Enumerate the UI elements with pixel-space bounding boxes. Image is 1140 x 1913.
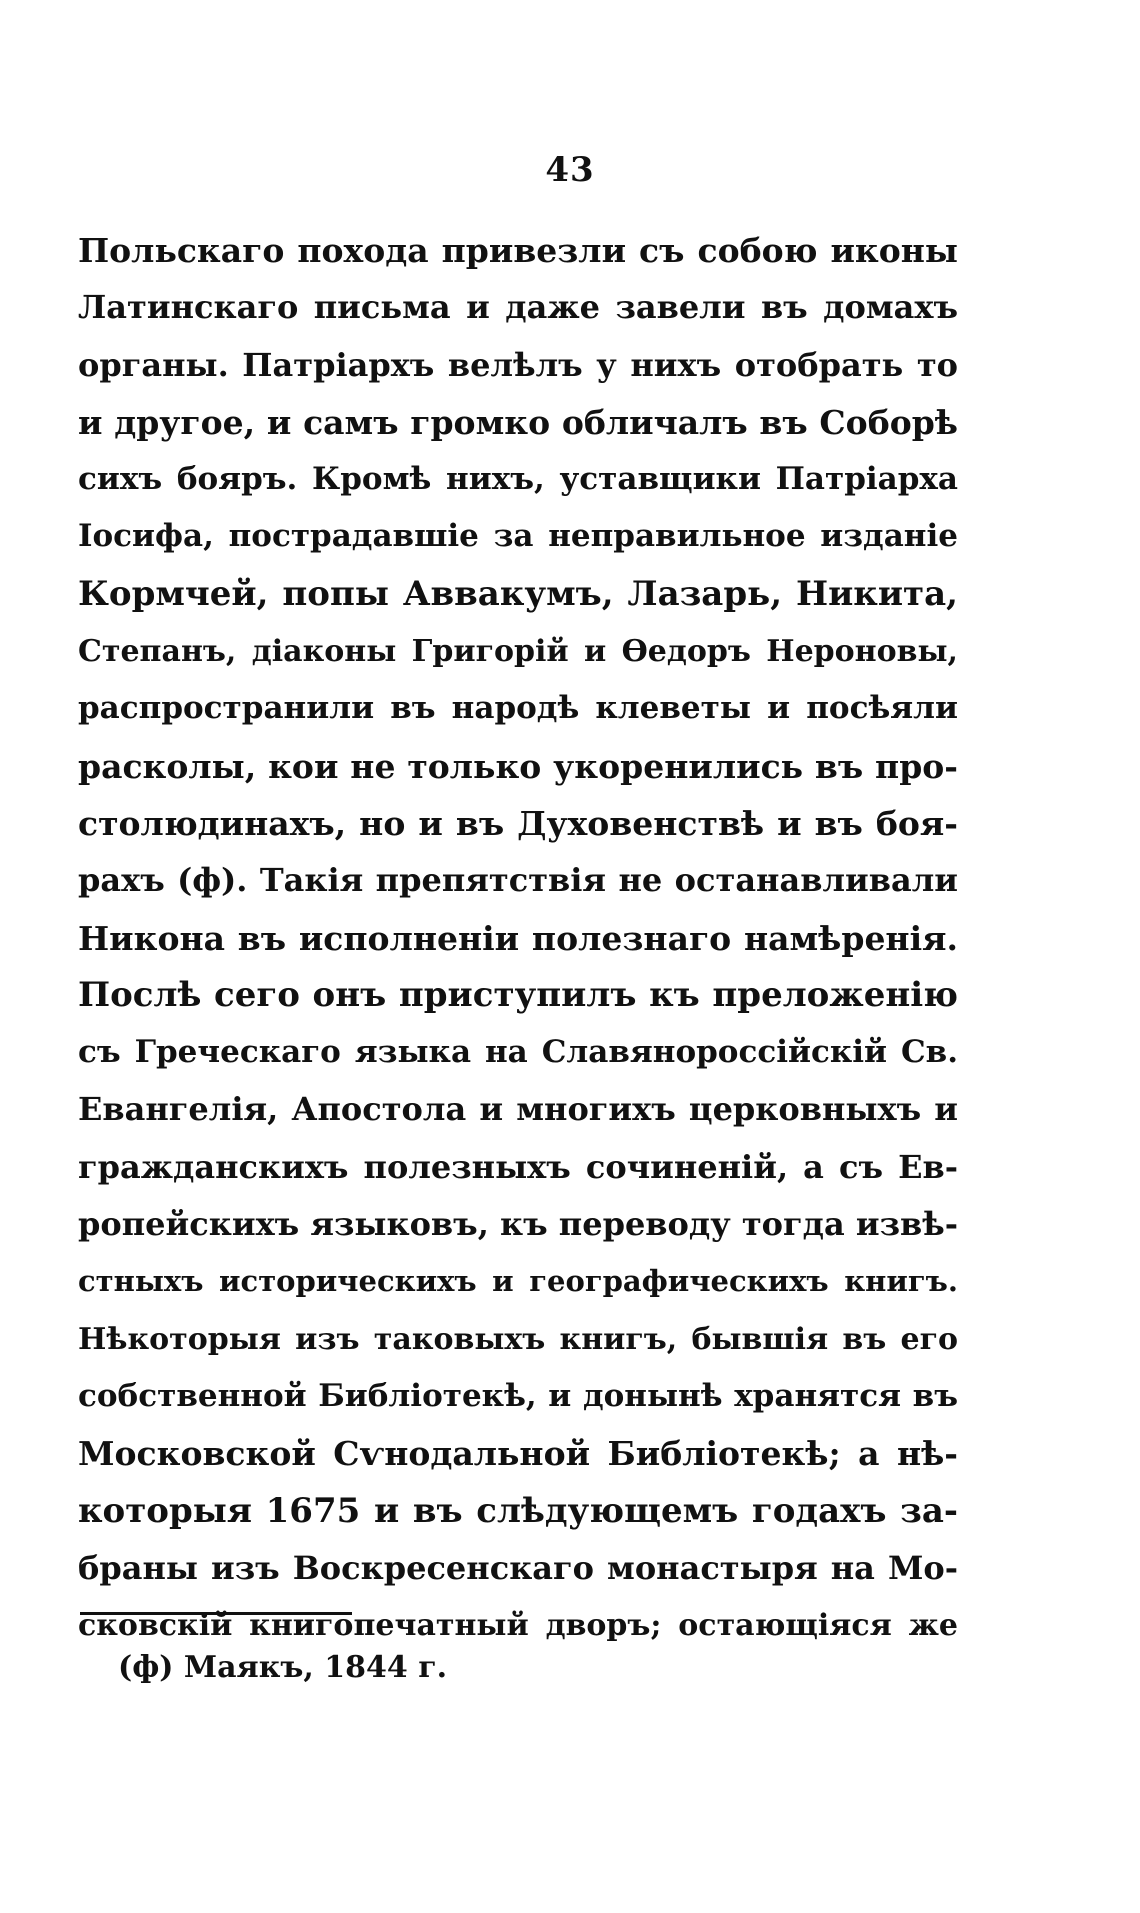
body-text	[78, 222, 958, 1654]
text-line: Московской Сѵнодальной Библіотекѣ; а нѣ-	[78, 1434, 958, 1474]
text-line: и другое, и самъ громко обличалъ въ Соборѣ	[78, 402, 958, 442]
text-line: рахъ (ф). Такія препятствія не останавливали	[78, 861, 958, 900]
page-number: 43	[545, 150, 595, 190]
text-line: собственной Библіотекѣ, и донынѣ хранятся въ	[78, 1377, 958, 1414]
text-line: браны изъ Воскресенскаго монастыря на Мо-	[78, 1548, 958, 1587]
text-line: которыя 1675 и въ слѣдующемъ годахъ за-	[78, 1490, 958, 1531]
text-line: Польскаго похода привезли съ собою иконы	[78, 231, 958, 270]
text-line: Іосифа, пострадавшіе за неправильное изданіе	[78, 518, 958, 555]
text-line: расколы, кои не только укоренились въ про-	[78, 746, 958, 786]
text-line: Нѣкоторыя изъ таковыхъ книгъ, бывшія въ его	[78, 1321, 958, 1357]
text-line: Латинскаго письма и даже завели въ домахъ	[78, 288, 958, 327]
text-line: ропейскихъ языковъ, къ переводу тогда извѣ-	[78, 1205, 958, 1244]
text-line: сихъ бояръ. Кромѣ нихъ, уставщики Патріарха	[78, 461, 958, 498]
text-line: съ Греческаго языка на Славянороссійскій Св.	[78, 1034, 958, 1071]
text-line: столюдинахъ, но и въ Духовенствѣ и въ боя-	[78, 803, 958, 843]
text-line: гражданскихъ полезныхъ сочиненій, а съ Ев-	[78, 1147, 958, 1186]
text-line: сковскій книгопечатный дворъ; остающіяся же	[78, 1608, 958, 1644]
text-line: Степанъ, діаконы Григорій и Ѳедоръ Нероновы,	[78, 634, 958, 670]
text-line: органы. Патріархъ велѣлъ у нихъ отобрать то	[78, 345, 958, 384]
footnote-divider	[80, 1612, 352, 1615]
footnote: (ф) Маякъ, 1844 г.	[118, 1650, 448, 1685]
text-line: Никона въ исполненіи полезнаго намѣренія.	[78, 918, 958, 958]
text-line: распространили въ народѣ клеветы и посѣяли	[78, 690, 958, 727]
text-line: Послѣ сего онъ приступилъ къ преложенію	[78, 974, 958, 1015]
text-line: Евангелія, Апостола и многихъ церковныхъ и	[78, 1090, 958, 1129]
text-line: стныхъ историческихъ и географическихъ книгъ.	[78, 1264, 958, 1299]
text-line: Кормчей, попы Аввакумъ, Лазарь, Никита,	[78, 573, 958, 614]
